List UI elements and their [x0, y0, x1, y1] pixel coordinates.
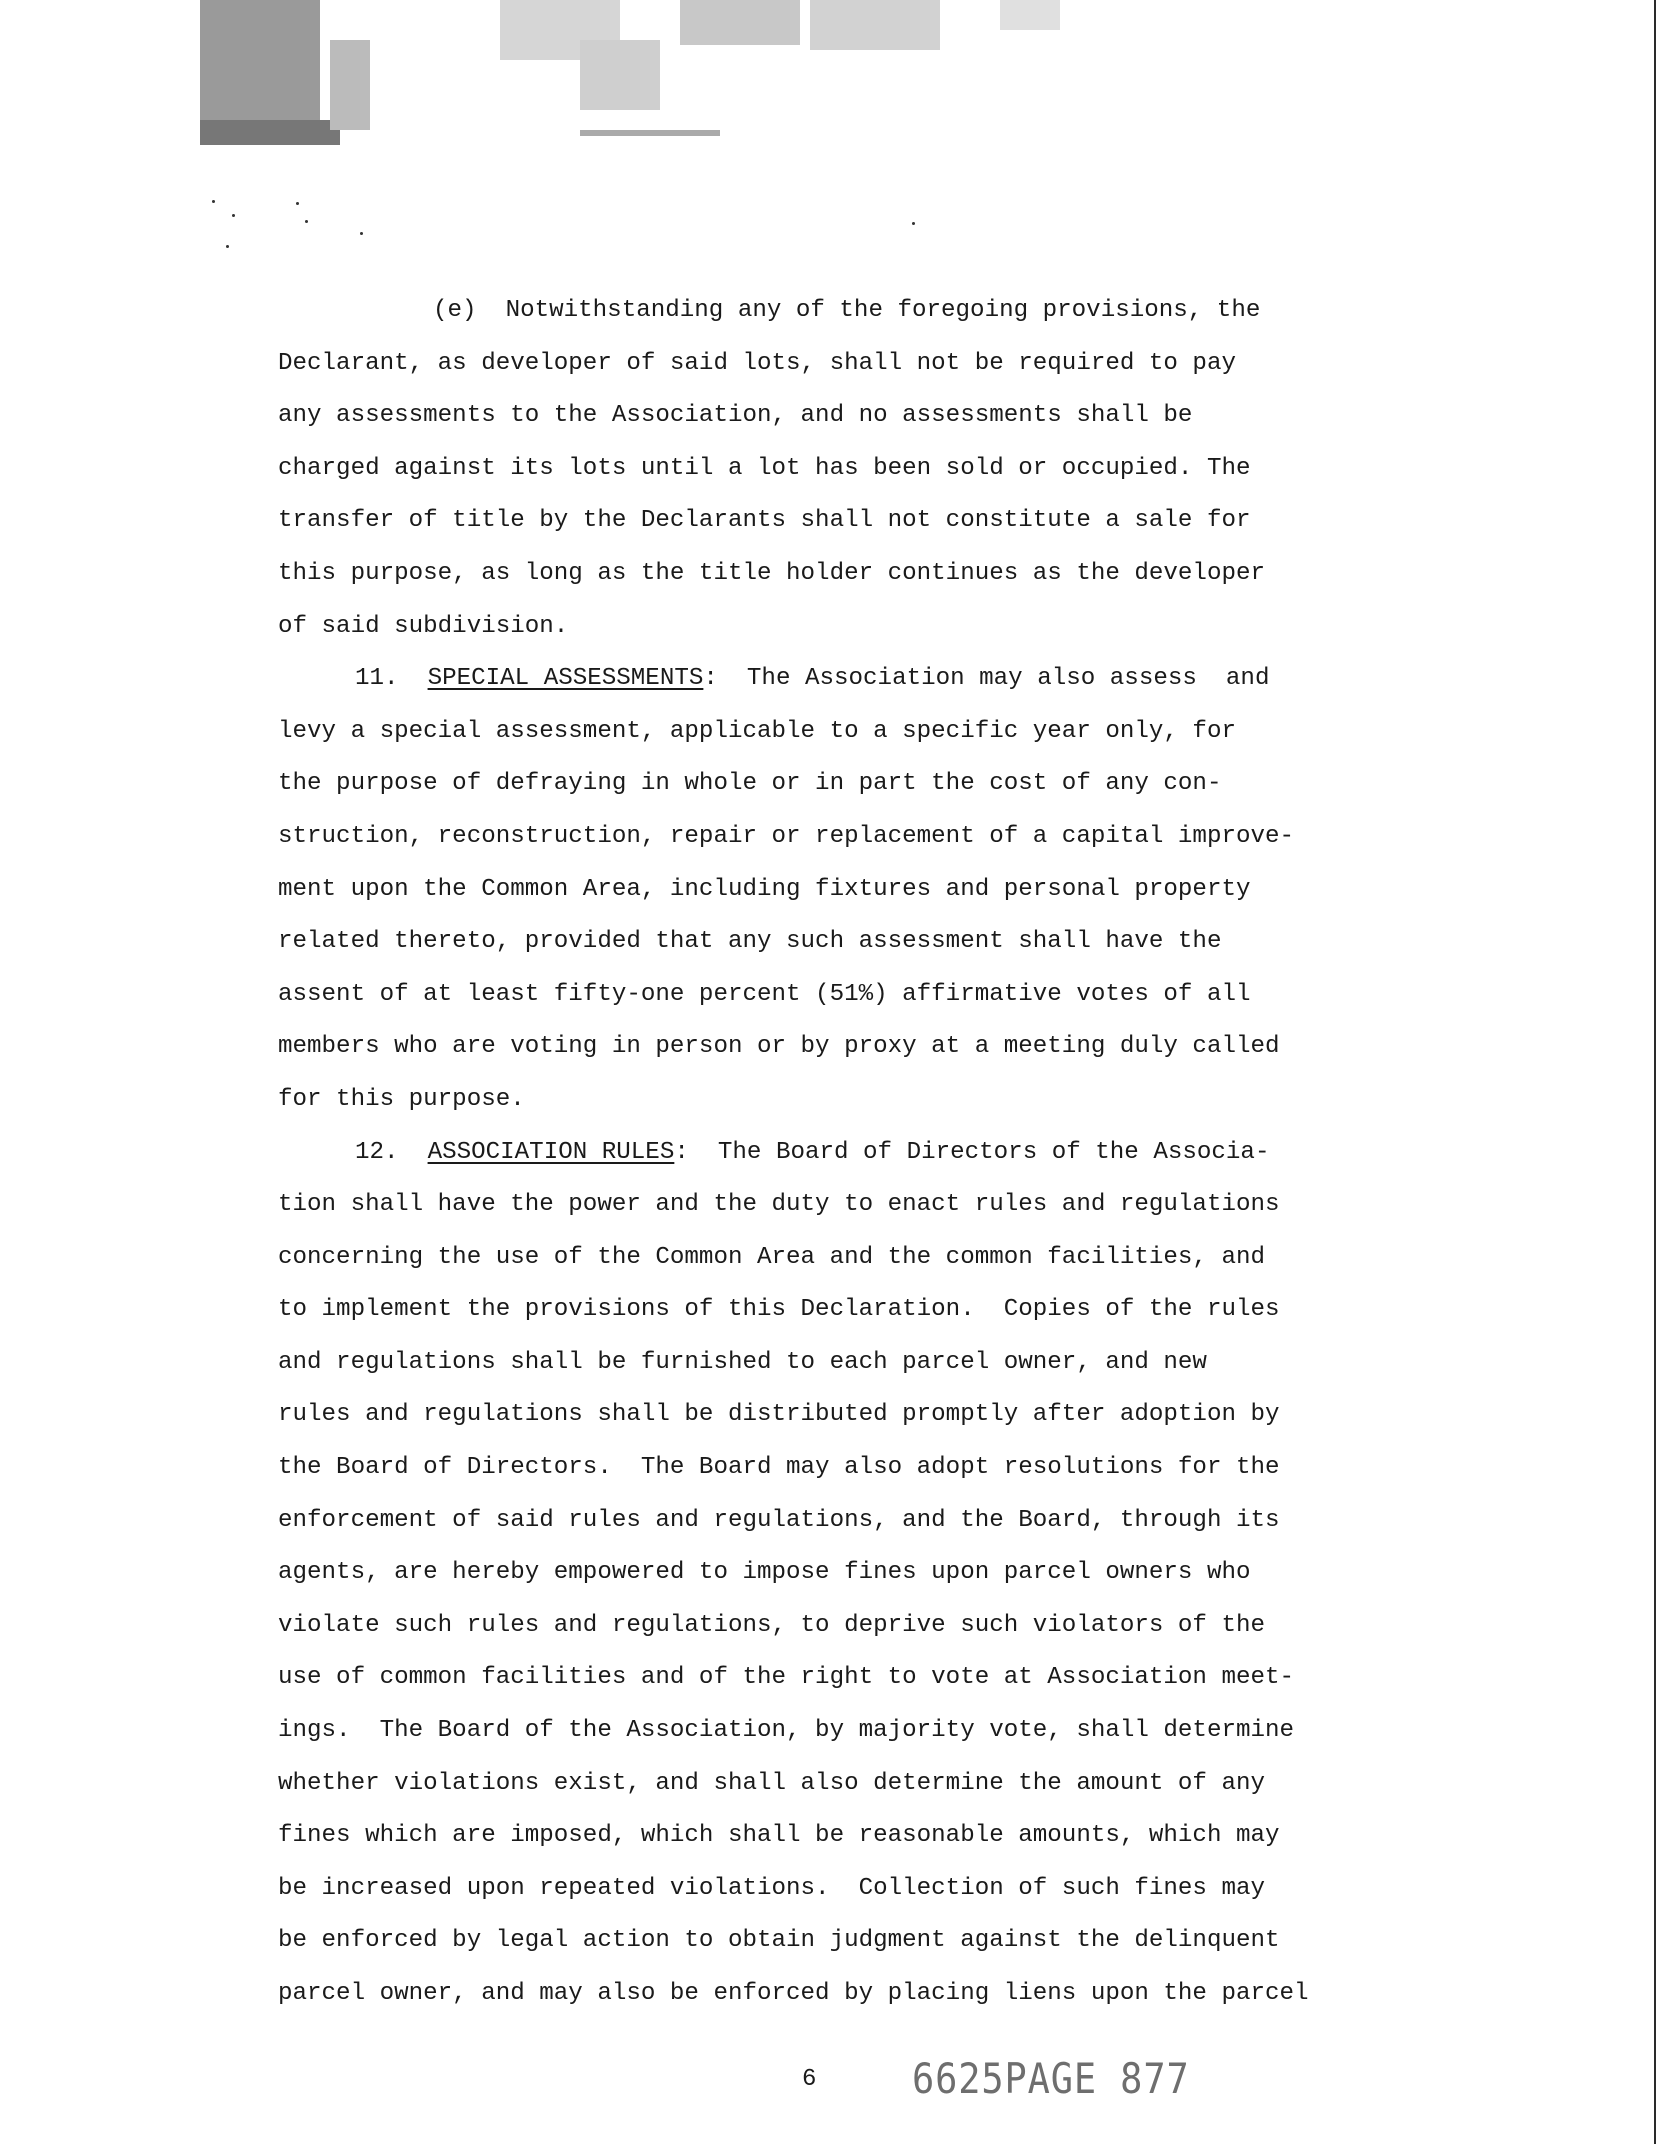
paragraph-e-first-line — [278, 285, 1408, 338]
text-line: ings. The Board of the Association, by majority vote, shall determine — [278, 1717, 1295, 1745]
text-line: and regulations shall be furnished to each parcel owner, and new — [278, 1348, 1207, 1376]
text-line: the purpose of defraying in whole or in part the cost of any con- — [278, 770, 1222, 798]
text-line: agents, are hereby empowered to impose fines upon parcel owners who — [278, 1559, 1251, 1587]
text-line: be increased upon repeated violations. Collection of such fines may — [278, 1874, 1266, 1902]
section-11-first-line — [278, 653, 1408, 706]
text-line: : The Association may also assess and — [703, 665, 1270, 693]
text-line: this purpose, as long as the title holder continues as the developer — [278, 559, 1266, 587]
text-line: to implement the provisions of this Declaration. Copies of the rules — [278, 1296, 1280, 1324]
paragraph-marker: (e) — [433, 297, 477, 324]
page-edge — [1654, 0, 1656, 2144]
text-line: any assessments to the Association, and no assessments shall be — [278, 402, 1193, 430]
text-line: parcel owner, and may also be enforced by placing liens upon the parcel — [278, 1980, 1309, 2007]
text-line: of said subdivision. — [278, 612, 569, 640]
text-line: concerning the use of the Common Area and the common facilities, and — [278, 1243, 1266, 1271]
page-number: 6 — [802, 2066, 817, 2093]
section-heading: ASSOCIATION RULES — [427, 1138, 675, 1166]
text-line: the Board of Directors. The Board may also adopt resolutions for the — [278, 1454, 1280, 1482]
section-number: 11. — [355, 665, 399, 693]
scan-speck — [305, 220, 308, 223]
text-line: use of common facilities and of the right to vote at Association meet- — [278, 1664, 1295, 1692]
text-line: transfer of title by the Declarants shall not constitute a sale for — [278, 507, 1251, 535]
scan-speck — [360, 232, 363, 235]
text-line: levy a special assessment, applicable to a specific year only, for — [278, 717, 1236, 745]
scan-artifact — [200, 0, 1220, 150]
scan-speck — [912, 222, 915, 225]
text-line: enforcement of said rules and regulations, and the Board, through its — [278, 1506, 1280, 1534]
document-body — [278, 285, 1408, 2021]
text-line: fines which are imposed, which shall be reasonable amounts, which may — [278, 1822, 1280, 1850]
scan-speck — [226, 245, 229, 248]
text-line: related thereto, provided that any such assessment shall have the — [278, 928, 1222, 956]
text-line: members who are voting in person or by proxy at a meeting duly called — [278, 1033, 1280, 1061]
text-line: Declarant, as developer of said lots, shall not be required to pay — [278, 349, 1236, 377]
scan-speck — [232, 214, 235, 217]
text-line: be enforced by legal action to obtain judgment against the delinquent — [278, 1927, 1280, 1955]
text-line: whether violations exist, and shall also determine the amount of any — [278, 1769, 1266, 1797]
text-line: tion shall have the power and the duty to enact rules and regulations — [278, 1191, 1280, 1219]
text-line: struction, reconstruction, repair or replacement of a capital improve- — [278, 822, 1295, 850]
scan-speck — [296, 202, 299, 205]
text-line: : The Board of Directors of the Associa- — [674, 1138, 1270, 1166]
text-line: violate such rules and regulations, to deprive such violators of the — [278, 1611, 1266, 1639]
section-heading: SPECIAL ASSESSMENTS — [427, 665, 704, 693]
text-line: assent of at least fifty-one percent (51%) affirmative votes of all — [278, 980, 1251, 1008]
text-line: rules and regulations shall be distributed promptly after adoption by — [278, 1401, 1280, 1429]
section-12-first-line — [278, 1127, 1408, 1180]
section-number: 12. — [355, 1138, 399, 1166]
scan-speck — [212, 200, 215, 203]
text-line: Notwithstanding any of the foregoing provisions, the — [505, 297, 1261, 324]
text-line: for this purpose. — [278, 1085, 525, 1113]
text-line: charged against its lots until a lot has been sold or occupied. The — [278, 454, 1251, 482]
recording-stamp: 6625PAGE 877 — [912, 2054, 1190, 2103]
text-line: ment upon the Common Area, including fixtures and personal property — [278, 875, 1251, 903]
